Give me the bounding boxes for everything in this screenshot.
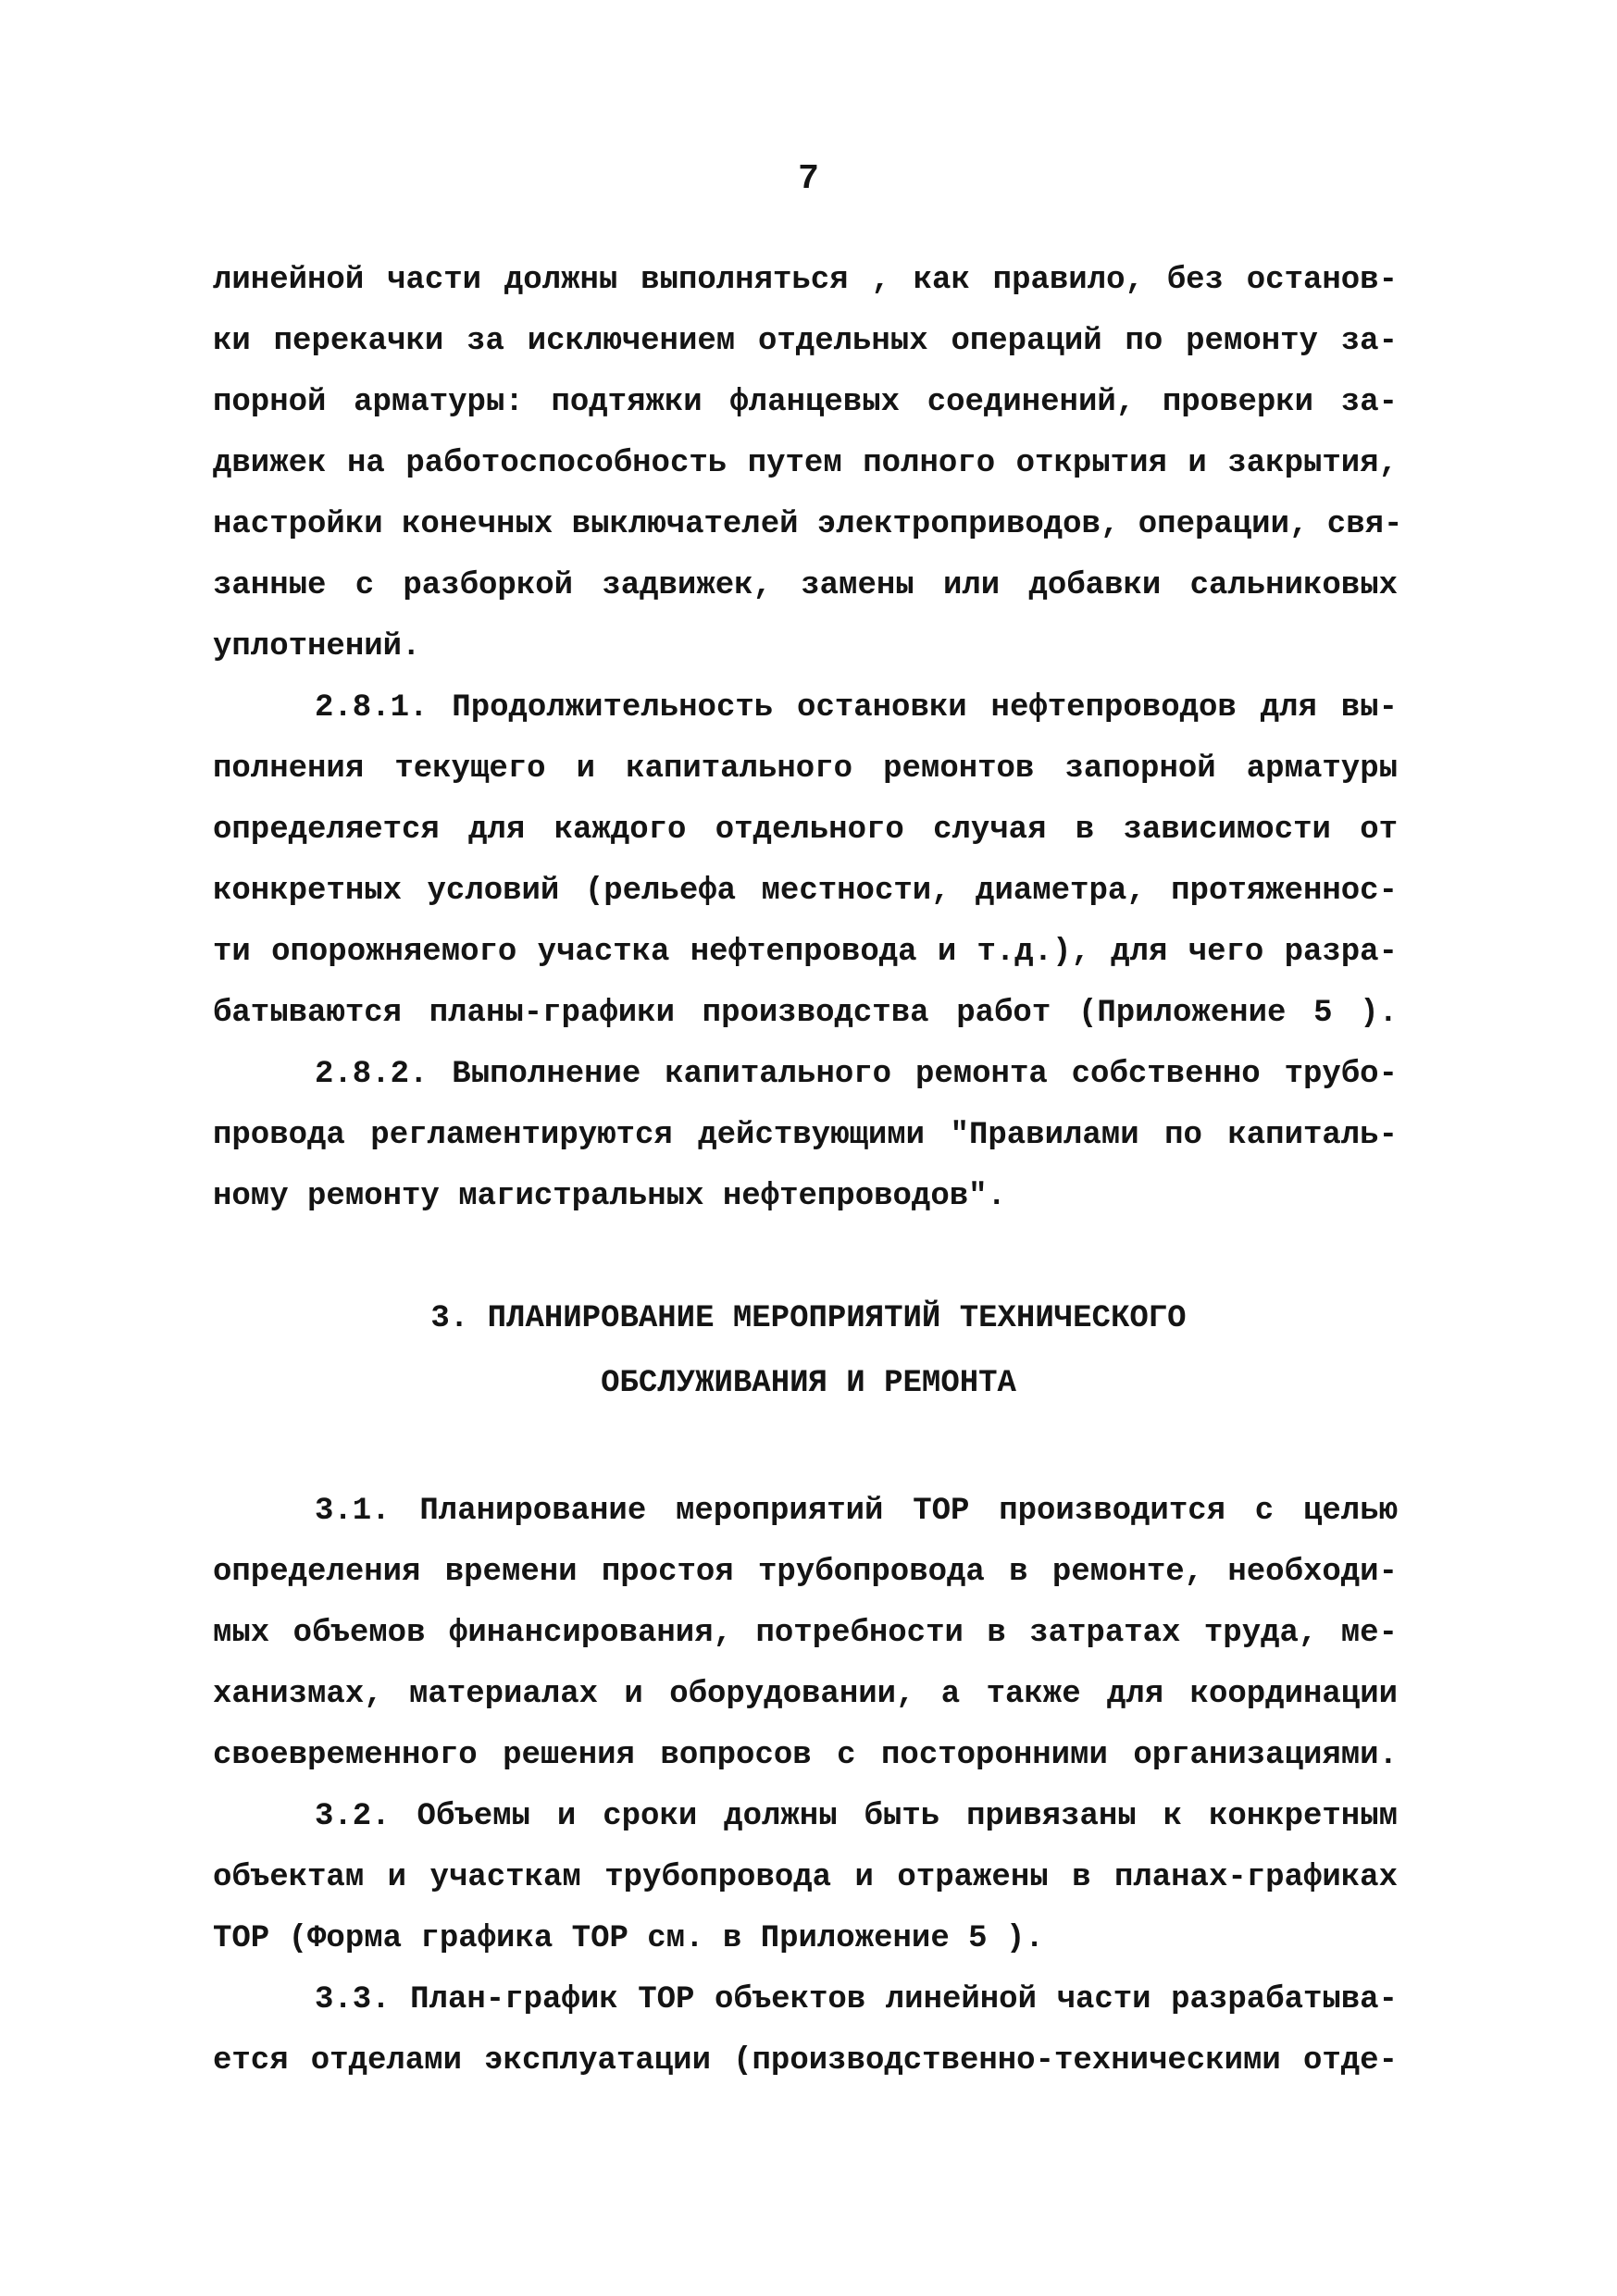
text-line: ТОР (Форма графика ТОР см. в Приложение 5 ). — [213, 1921, 1044, 1956]
text-line: линейной части должны выполняться , как правило, без останов- — [213, 263, 1398, 298]
text-line: 2.8.2. Выполнение капитального ремонта собственно трубо- — [315, 1057, 1398, 1092]
text-line: ному ремонту магистральных нефтепроводов". — [213, 1179, 1006, 1214]
text-line: занные с разборкой задвижек, замены или добавки сальниковых — [213, 568, 1398, 603]
text-line: батываются планы-графики производства работ (Приложение 5 ). — [213, 996, 1398, 1031]
text-line: ханизмах, материалах и оборудовании, а также для координации — [213, 1677, 1398, 1712]
paragraph-3-1 — [213, 1481, 1398, 1786]
heading-line: ОБСЛУЖИВАНИЯ И РЕМОНТА — [601, 1366, 1016, 1401]
text-line: 3.1. Планирование мероприятий ТОР производится с целью — [315, 1494, 1398, 1529]
text-line: ется отделами эксплуатации (производственно-техническими отде- — [213, 2043, 1398, 2079]
paragraph-linear-part — [213, 250, 1403, 677]
text-line: мых объемов финансирования, потребности в затратах труда, ме- — [213, 1616, 1398, 1651]
section-heading — [0, 1286, 1617, 1416]
heading-line: 3. ПЛАНИРОВАНИЕ МЕРОПРИЯТИЙ ТЕХНИЧЕСКОГО — [430, 1301, 1187, 1336]
text-line: движек на работоспособность путем полного открытия и закрытия, — [213, 446, 1398, 481]
paragraph-2-8-1 — [213, 677, 1398, 1044]
text-line: определения времени простоя трубопровода в ремонте, необходи- — [213, 1555, 1398, 1590]
text-line: определяется для каждого отдельного случая в зависимости от — [213, 813, 1398, 848]
text-line: своевременного решения вопросов с посторонними организациями. — [213, 1738, 1398, 1773]
text-line: полнения текущего и капитального ремонтов запорной арматуры — [213, 751, 1398, 787]
text-line: провода регламентируются действующими "Правилами по капиталь- — [213, 1118, 1398, 1153]
text-line: 3.2. Объемы и сроки должны быть привязаны к конкретным — [315, 1799, 1398, 1834]
text-line: ти опорожняемого участка нефтепровода и т.д.), для чего разра- — [213, 935, 1398, 970]
text-line: ки перекачки за исключением отдельных операций по ремонту за- — [213, 324, 1398, 359]
text-line: 2.8.1. Продолжительность остановки нефтепроводов для вы- — [315, 690, 1398, 726]
paragraph-3-3 — [213, 1969, 1398, 2091]
paragraph-3-2 — [213, 1786, 1398, 1969]
text-line: конкретных условий (рельефа местности, диаметра, протяженнос- — [213, 874, 1398, 909]
text-line: 3.3. План-график ТОР объектов линейной части разрабатыва- — [315, 1982, 1398, 2017]
text-line: настройки конечных выключателей электроприводов, операции, свя- — [213, 507, 1403, 542]
text-line: объектам и участкам трубопровода и отражены в планах-графиках — [213, 1860, 1398, 1895]
text-line: уплотнений. — [213, 629, 421, 664]
text-line: порной арматуры: подтяжки фланцевых соединений, проверки за- — [213, 385, 1398, 420]
page-number: 7 — [798, 159, 819, 199]
paragraph-2-8-2 — [213, 1044, 1398, 1227]
